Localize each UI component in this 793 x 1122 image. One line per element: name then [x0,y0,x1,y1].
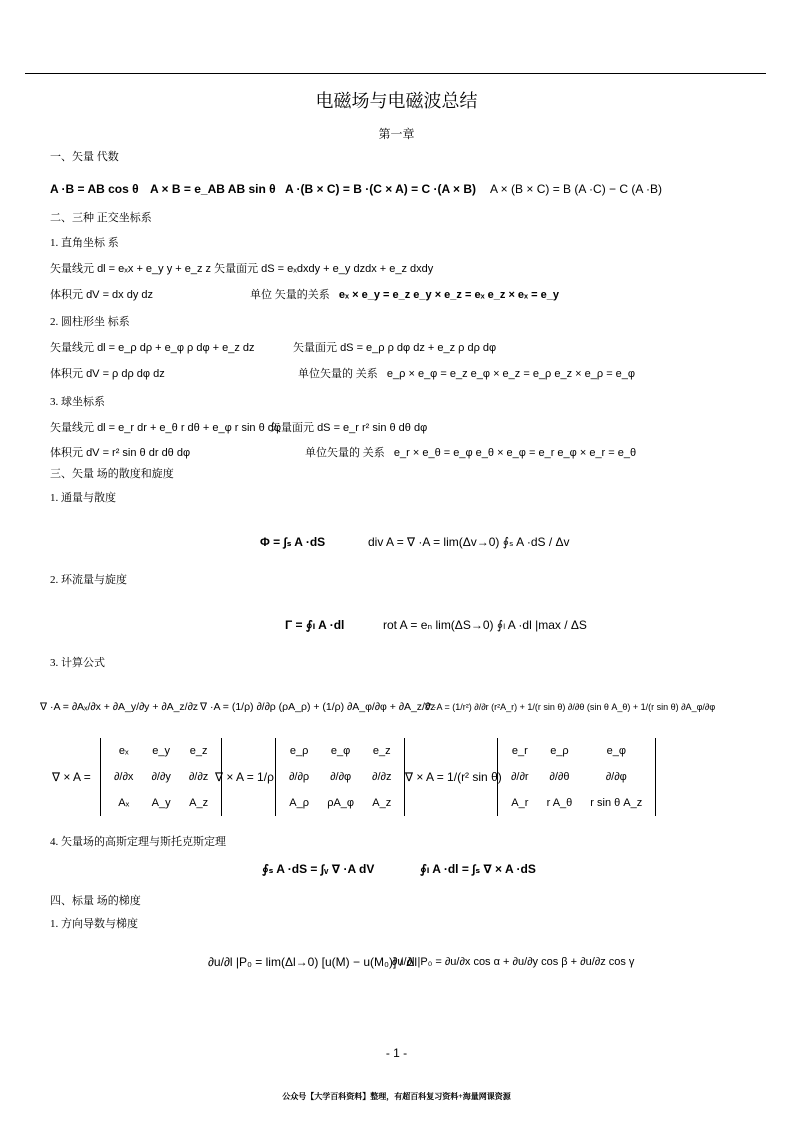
determinant-cell: ∂/∂φ [330,771,352,783]
line-element: 矢量线元 dl = e_r dr + e_θ r dθ + e_φ r sin θ dφ [50,422,282,434]
gauss-theorem: ∮ₛ A ·dS = ∫ᵥ ∇ ·A dV [262,862,375,876]
formula: A × B = e_AB AB sin θ [150,182,276,196]
section-heading: 二、三种 正交坐标系 [50,212,152,224]
determinant-cell: e_z [189,745,208,757]
determinant-row [105,738,217,764]
determinant-cell: Aₓ [118,797,130,809]
divergence-spherical: ∇ ·A = (1/r²) ∂/∂r (r²A_r) + 1/(r sin θ) ∂/∂θ (sin θ A_θ) + 1/(r sin θ) ∂A_φ/∂φ [425,702,716,712]
page-number: - 1 - [385,1046,408,1060]
curl-rect-lhs: ∇ × A = [52,770,91,784]
determinant-cell: ρA_φ [327,797,355,809]
header-rule [25,73,766,74]
volume-element: 体积元 dV = ρ dρ dφ dz [50,368,165,380]
unit-vector-relation: 单位矢量的 关系 e_r × e_θ = e_φ e_θ × e_φ = e_r e_φ × e_r = e_θ [305,447,637,459]
subsection-heading: 4. 矢量场的高斯定理与斯托克斯定理 [50,836,226,848]
determinant-row [105,790,217,816]
subsection-heading: 1. 直角坐标 系 [50,237,119,249]
determinant-cell: ∂/∂z [372,771,392,783]
section-heading: 一、矢量 代数 [50,151,119,163]
determinant-cell: e_y [152,745,171,757]
unit-vector-relation: 单位矢量的 关系 e_ρ × e_φ = e_z e_φ × e_z = e_ρ e_z × e_ρ = e_φ [298,368,636,380]
determinant-row [280,764,400,790]
formula: A × (B × C) = B (A ·C) − C (A ·B) [490,182,663,196]
determinant-cell: r A_θ [546,797,573,809]
determinant-cell: e_φ [330,745,351,757]
document-title: 电磁场与电磁波总结 [315,91,478,111]
chapter-heading: 第一章 [378,127,415,141]
curl-rect-determinant [100,738,222,816]
subsection-heading: 3. 球坐标系 [50,396,105,408]
determinant-cell: eₓ [118,745,129,757]
curl-sph-determinant [497,738,656,816]
subsection-heading: 2. 环流量与旋度 [50,574,127,586]
determinant-cell: ∂/∂x [114,771,134,783]
curl-cyl-lhs: ∇ × A = 1/ρ [215,770,274,784]
determinant-cell: ∂/∂y [151,771,171,783]
divergence-rectangular: ∇ ·A = ∂Aₓ/∂x + ∂A_y/∂y + ∂A_z/∂z [40,701,199,713]
determinant-row [502,764,651,790]
determinant-cell: ∂/∂ρ [289,771,310,783]
stokes-theorem: ∮ₗ A ·dl = ∫ₛ ∇ × A ·dS [420,862,536,876]
area-element: 矢量面元 dS = e_ρ ρ dφ dz + e_z ρ dρ dφ [293,342,497,354]
flux-formula: Φ = ∫ₛ A ·dS [260,535,326,549]
curl-definition: rot A = eₙ lim(ΔS→0) ∮ₗ A ·dl |max / ΔS [383,618,587,632]
curl-sph-lhs: ∇ × A = 1/(r² sin θ) [405,770,502,784]
volume-element: 体积元 dV = dx dy dz [50,289,154,301]
determinant-cell: A_z [189,797,209,809]
subsection-heading: 1. 通量与散度 [50,492,116,504]
directional-derivative-formula: ∂u/∂l |P₀ = ∂u/∂x cos α + ∂u/∂y cos β + ∂u/∂z cos γ [392,956,635,968]
section-heading: 四、标量 场的梯度 [50,895,141,907]
determinant-row [105,764,217,790]
determinant-cell: e_ρ [550,745,569,757]
determinant-cell: A_z [372,797,392,809]
divergence-cylindrical: ∇ ·A = (1/ρ) ∂/∂ρ (ρA_ρ) + (1/ρ) ∂A_φ/∂φ + ∂A_z/∂z [200,701,436,713]
line-element: 矢量线元 dl = e_ρ dρ + e_φ ρ dφ + e_z dz [50,342,255,354]
formula: A ·B = AB cos θ [50,182,139,196]
subsection-heading: 1. 方向导数与梯度 [50,918,138,930]
area-element: 矢量面元 dS = e_r r² sin θ dθ dφ [270,422,428,434]
unit-vector-relation: 单位 矢量的关系 eₓ × e_y = e_z e_y × e_z = eₓ e_z × eₓ = e_y [250,289,559,301]
line-element-row: 矢量线元 dl = eₓx + e_y y + e_z z 矢量面元 dS = eₓdxdy + e_y dzdx + e_z dxdy [50,263,434,275]
directional-derivative-definition: ∂u/∂l |P₀ = lim(Δl→0) [u(M) − u(M₀)] / Δl [208,955,417,969]
determinant-cell: ∂/∂z [188,771,209,783]
divergence-definition: div A = ∇ ·A = lim(Δv→0) ∮ₛ A ·dS / Δv [368,535,570,549]
determinant-cell: A_r [511,797,529,809]
formula: A ·(B × C) = B ·(C × A) = C ·(A × B) [285,182,477,196]
determinant-cell: ∂/∂r [511,771,529,783]
determinant-row [502,790,651,816]
determinant-cell: A_ρ [289,797,309,809]
subsection-heading: 3. 计算公式 [50,657,105,669]
determinant-row [502,738,651,764]
determinant-cell: A_y [151,797,171,809]
determinant-cell: ∂/∂φ [605,771,627,783]
determinant-cell: e_ρ [289,745,309,757]
circulation-formula: Γ = ∮ₗ A ·dl [285,618,345,632]
determinant-cell: e_z [372,745,391,757]
footer-note: 公众号【大学百科资料】整理，有超百科复习资料+海量网课资源 [282,1092,511,1101]
section-heading: 三、矢量 场的散度和旋度 [50,468,174,480]
curl-cyl-determinant [275,738,405,816]
determinant-cell: r sin θ A_z [590,797,643,809]
determinant-row [280,790,400,816]
determinant-cell: e_r [511,745,528,757]
determinant-row [280,738,400,764]
determinant-cell: ∂/∂θ [549,771,570,783]
determinant-cell: e_φ [606,745,626,757]
subsection-heading: 2. 圆柱形坐 标系 [50,316,130,328]
volume-element: 体积元 dV = r² sin θ dr dθ dφ [50,447,191,459]
